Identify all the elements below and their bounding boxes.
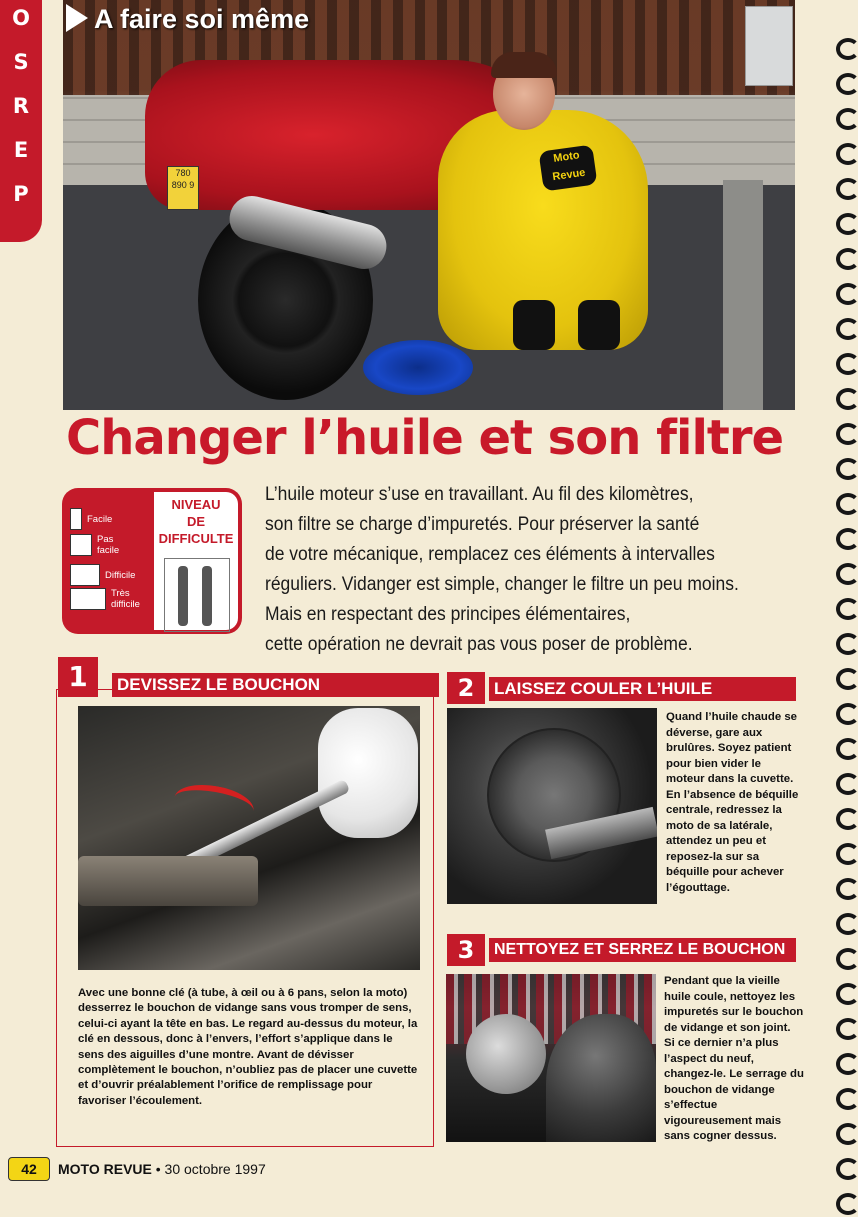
binding-ring <box>836 773 858 795</box>
issue-date: • 30 octobre 1997 <box>155 1161 266 1177</box>
wrench-icon <box>70 534 92 556</box>
binding-ring <box>836 1018 858 1040</box>
tab-letter: S <box>13 50 29 74</box>
curb <box>723 180 763 410</box>
binding-ring <box>836 1123 858 1145</box>
intro-line: L’huile moteur s’use en travaillant. Au fil des kilomètres, <box>265 484 694 505</box>
step-title: DEVISSEZ LE BOUCHON <box>112 673 439 697</box>
difficulty-level <box>70 588 151 612</box>
step-title: LAISSEZ COULER L’HUILE <box>489 677 796 701</box>
binding-ring <box>836 108 858 130</box>
binding-ring <box>836 73 858 95</box>
difficulty-box <box>62 488 242 634</box>
engine-sump <box>546 1014 656 1142</box>
binding-ring <box>836 878 858 900</box>
hero-photo <box>63 0 795 410</box>
boot <box>513 300 555 350</box>
wrench-icon <box>178 566 188 626</box>
binding-ring <box>836 178 858 200</box>
magazine-name: MOTO REVUE <box>58 1161 152 1177</box>
intro-text <box>265 480 808 660</box>
kicker-text: A faire soi même <box>94 4 310 34</box>
step-3-photo <box>446 974 656 1142</box>
section-tab <box>0 0 42 242</box>
binding-ring <box>836 1088 858 1110</box>
boot <box>578 300 620 350</box>
binding-ring <box>836 1193 858 1215</box>
step-1-photo <box>78 706 420 970</box>
intro-line: réguliers. Vidanger est simple, changer le filtre un peu moins. <box>265 574 739 595</box>
step-1-text: Avec une bonne clé (à tube, à œil ou à 6 pans, selon la moto) desserrez le bouchon de vidange sans vous tromper de sens, celui-ci ayant la tête en bas. Le regard au-dessus du moteur, la clé en dessous, donc à l’envers, l’effort s’applique dans le sens des aiguilles d’une montre. Avant de dévisser complètement le bouchon, n’oubliez pas de placer une cuvette et d’ouvrir préalablement l’orifice de remplissage pour favoriser l’écoulement. <box>78 987 418 1107</box>
binding-ring <box>836 143 858 165</box>
binding-ring <box>836 668 858 690</box>
binding-ring <box>836 808 858 830</box>
wrench-icon <box>70 508 82 530</box>
binding-ring <box>836 493 858 515</box>
kicker <box>66 4 309 35</box>
difficulty-label: Difficile <box>105 569 136 581</box>
binding-ring <box>836 703 858 725</box>
gloved-hand <box>318 708 418 838</box>
step-2-photo <box>447 708 657 904</box>
triangle-icon <box>66 4 88 32</box>
wrench-icon <box>202 566 212 626</box>
step-3-text: Pendant que la vieille huile coule, nettoyez les impuretés sur le bouchon de vidange et son joint. Si ce dernier n’a plus l’aspect du neuf, changez-le. Le serrage du bouchon de vidange s’effectue vigoureusement mais sans cogner dessus. <box>664 975 804 1142</box>
difficulty-label: Très difficile <box>111 588 140 610</box>
binding-ring <box>836 913 858 935</box>
intro-line: de votre mécanique, remplacez ces éléments à intervalles <box>265 544 715 565</box>
difficulty-panel <box>154 492 238 630</box>
binding-ring <box>836 458 858 480</box>
intro-line: son filtre se charge d’impuretés. Pour préserver la santé <box>265 514 700 535</box>
intro-line: cette opération ne devrait pas vous poser de problème. <box>265 634 693 655</box>
difficulty-level <box>70 534 137 558</box>
binding-ring <box>836 38 858 60</box>
exhaust-pipe <box>78 856 258 906</box>
difficulty-label: Pas facile <box>97 534 120 556</box>
plate-line: 890 9 <box>171 180 195 190</box>
difficulty-level <box>70 564 135 588</box>
binding-ring <box>836 843 858 865</box>
binding-ring <box>836 1053 858 1075</box>
difficulty-title-line: DIFFICULTE <box>158 531 234 546</box>
tab-letter: P <box>13 182 29 206</box>
rating-frame <box>164 558 230 632</box>
plate-line: 780 <box>175 168 191 178</box>
binding-ring <box>836 213 858 235</box>
binding-ring <box>836 388 858 410</box>
tab-letter: R <box>12 94 30 118</box>
mechanic-hair <box>491 52 557 78</box>
article-title: Changer l’huile et son filtre <box>66 410 784 466</box>
binding-ring <box>836 948 858 970</box>
gloved-hand <box>466 1014 546 1094</box>
binding-ring <box>836 563 858 585</box>
binding-ring <box>836 353 858 375</box>
difficulty-title <box>154 496 238 547</box>
intro-line: Mais en respectant des principes élémentaires, <box>265 604 631 625</box>
wrench-icon <box>70 588 106 610</box>
wrench-icon <box>70 564 100 586</box>
electric-box <box>745 6 793 86</box>
difficulty-label: Facile <box>87 513 113 525</box>
binding-ring <box>836 283 858 305</box>
difficulty-title-line: DE <box>186 514 206 529</box>
binding-ring <box>836 598 858 620</box>
binding-ring <box>836 423 858 445</box>
direction-arrow <box>171 779 256 828</box>
footer <box>58 1159 266 1179</box>
license-plate <box>167 166 199 210</box>
step-2-text: Quand l’huile chaude se déverse, gare aux brulûres. Soyez patient pour bien vider le moteur dans la cuvette. En l’absence de béquille centrale, redressez la moto de sa latérale, attendez un peu et reposez-la sur sa béquille pour achever l’égouttage. <box>666 711 799 894</box>
difficulty-level <box>70 508 112 532</box>
step-title: NETTOYEZ ET SERREZ LE BOUCHON <box>489 938 796 962</box>
page-number: 42 <box>8 1157 50 1181</box>
binding-ring <box>836 528 858 550</box>
tab-letter: E <box>13 138 29 162</box>
binding-ring <box>836 633 858 655</box>
binding-ring <box>836 318 858 340</box>
step-number: 3 <box>447 934 485 966</box>
oil-pan <box>363 340 473 395</box>
binding-ring <box>836 1158 858 1180</box>
difficulty-title-line: NIVEAU <box>171 497 221 512</box>
tab-letter: O <box>12 6 30 30</box>
binding-ring <box>836 738 858 760</box>
step-number: 1 <box>58 657 98 697</box>
moto-revue-badge: Moto Revue <box>538 144 597 191</box>
step-number: 2 <box>447 672 485 704</box>
binding-ring <box>836 248 858 270</box>
binding-ring <box>836 983 858 1005</box>
